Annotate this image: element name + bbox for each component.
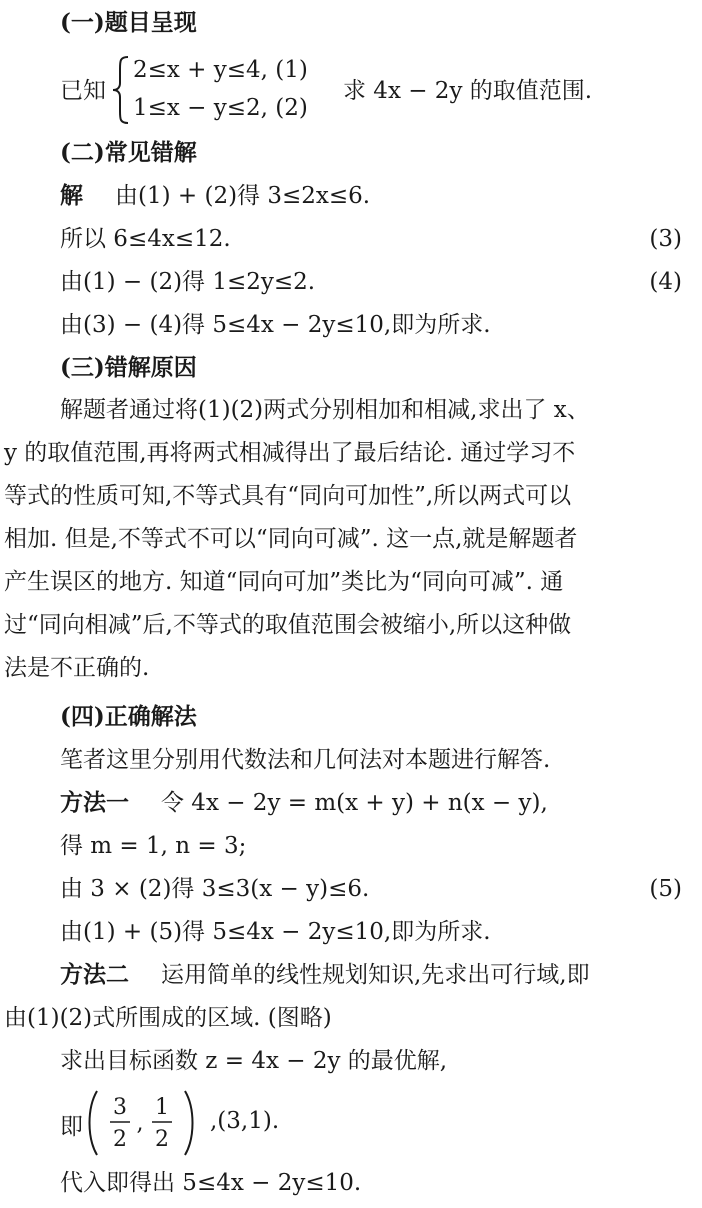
paragraph-line: 解题者通过将(1)(2)两式分别相加和相减,求出了 x、 (60, 397, 590, 423)
system-line-2: 1≤x − y≤2, (2) (133, 95, 308, 121)
question-text: 求 4x − 2y 的取值范围. (343, 78, 593, 104)
method1-line-1 (0, 788, 702, 818)
method-intro: 笔者这里分别用代数法和几何法对本题进行解答. (60, 747, 551, 773)
paragraph-line: y 的取值范围,再将两式相减得出了最后结论. 通过学习不 (4, 440, 576, 466)
paragraph-line: 等式的性质可知,不等式具有“同向可加性”,所以两式可以 (4, 483, 572, 509)
wrong-solution-step-3 (0, 267, 702, 297)
wrong-solution-step-1 (0, 181, 702, 211)
paragraph-line: 法是不正确的. (4, 655, 150, 681)
method2-line-1 (0, 960, 702, 990)
method1-line-3 (0, 874, 702, 904)
step-2-text: 所以 6≤4x≤12. (60, 226, 231, 252)
equation-number-5: (5) (649, 876, 682, 902)
given-lead: 已知 (60, 78, 106, 104)
method1-line-3-text: 由 3 × (2)得 3≤3(x − y)≤6. (60, 876, 370, 902)
fraction-pair (85, 1088, 210, 1158)
method1-line-1-text: 令 4x − 2y = m(x + y) + n(x − y), (161, 790, 548, 816)
solve-label: 解 (60, 182, 83, 209)
method2-line-5: 代入即得出 5≤4x − 2y≤10. (60, 1170, 362, 1196)
method2-line-2: 由(1)(2)式所围成的区域. (图略) (4, 1005, 332, 1031)
method2-lead: 即 (60, 1114, 83, 1140)
method1-label: 方法一 (60, 789, 129, 816)
step-1-text: 由(1) + (2)得 3≤2x≤6. (115, 183, 371, 209)
equation-number-4: (4) (649, 269, 682, 295)
frac1-numerator: 3 (113, 1095, 127, 1120)
method2-line-1-text: 运用简单的线性规划知识,先求出可行域,即 (161, 962, 590, 988)
frac1-denominator: 2 (113, 1127, 127, 1152)
paragraph-line: 产生误区的地方. 知道“同向可加”类比为“同向可减”. 通 (4, 569, 564, 595)
frac2-denominator: 2 (155, 1127, 169, 1152)
method2-tail: ,(3,1). (210, 1108, 280, 1134)
method2-line-3: 求出目标函数 z = 4x − 2y 的最优解, (60, 1048, 448, 1074)
paragraph-line: 相加. 但是,不等式不可以“同向可减”. 这一点,就是解题者 (4, 526, 578, 552)
method1-line-4: 由(1) + (5)得 5≤4x − 2y≤10,即为所求. (60, 919, 491, 945)
section4-heading: (四)正确解法 (60, 703, 197, 730)
given-system (60, 55, 700, 125)
wrong-solution-step-4: 由(3) − (4)得 5≤4x − 2y≤10,即为所求. (60, 312, 491, 338)
error-reason-paragraph (0, 389, 702, 690)
paragraph-line: 过“同向相减”后,不等式的取值范围会被缩小,所以这种做 (4, 612, 572, 638)
method2-label: 方法二 (60, 961, 129, 988)
step-3-text: 由(1) − (2)得 1≤2y≤2. (60, 269, 316, 295)
left-paren-icon (90, 1091, 98, 1155)
frac-separator: , (136, 1111, 144, 1136)
left-brace-icon (110, 55, 132, 125)
section2-heading: (二)常见错解 (60, 139, 197, 166)
optimal-solution (60, 1088, 700, 1158)
method1-line-2: 得 m = 1, n = 3; (60, 833, 247, 859)
section1-heading: (一)题目呈现 (60, 9, 197, 36)
frac2-numerator: 1 (155, 1095, 169, 1120)
wrong-solution-step-2 (0, 224, 702, 254)
equation-number-3: (3) (649, 226, 682, 252)
system-line-1: 2≤x + y≤4, (1) (133, 57, 308, 83)
right-paren-icon (185, 1091, 193, 1155)
section3-heading: (三)错解原因 (60, 354, 197, 381)
